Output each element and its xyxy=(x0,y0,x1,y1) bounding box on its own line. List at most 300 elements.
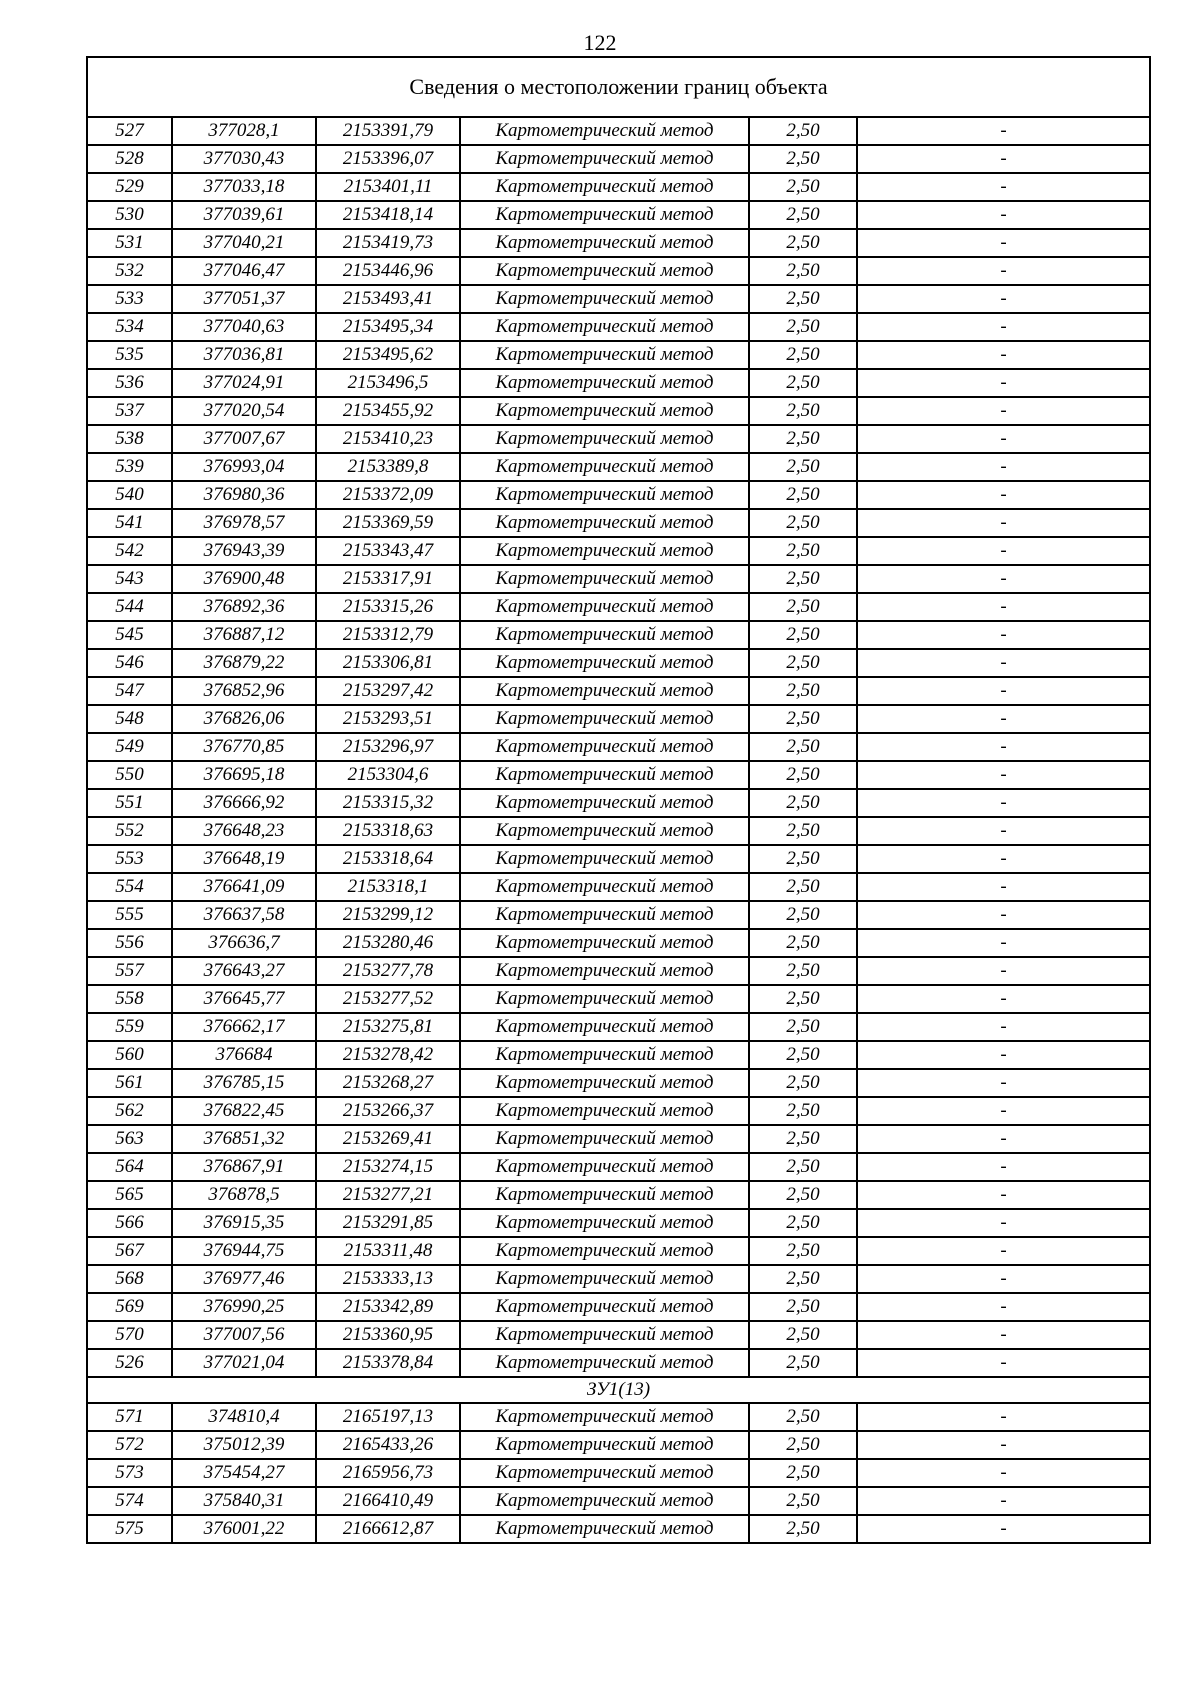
coord-x: 377036,81 xyxy=(172,341,316,369)
table-row xyxy=(87,1125,1150,1153)
point-number: 556 xyxy=(87,929,172,957)
coord-y: 2153312,79 xyxy=(316,621,460,649)
coord-y: 2153318,1 xyxy=(316,873,460,901)
description: - xyxy=(857,1181,1150,1209)
point-number: 555 xyxy=(87,901,172,929)
table-title-row xyxy=(87,57,1150,117)
accuracy: 2,50 xyxy=(749,509,857,537)
table-body xyxy=(87,57,1150,1543)
method: Картометрический метод xyxy=(460,481,749,509)
coord-x: 376887,12 xyxy=(172,621,316,649)
coord-x: 376892,36 xyxy=(172,593,316,621)
table-row xyxy=(87,369,1150,397)
coord-x: 376977,46 xyxy=(172,1265,316,1293)
point-number: 545 xyxy=(87,621,172,649)
coord-x: 376666,92 xyxy=(172,789,316,817)
accuracy: 2,50 xyxy=(749,1237,857,1265)
table-row xyxy=(87,313,1150,341)
coord-y: 2153268,27 xyxy=(316,1069,460,1097)
point-number: 571 xyxy=(87,1403,172,1431)
coord-y: 2153318,63 xyxy=(316,817,460,845)
accuracy: 2,50 xyxy=(749,565,857,593)
coord-x: 376637,58 xyxy=(172,901,316,929)
coord-x: 376822,45 xyxy=(172,1097,316,1125)
accuracy: 2,50 xyxy=(749,621,857,649)
table-row xyxy=(87,537,1150,565)
table-row xyxy=(87,873,1150,901)
description: - xyxy=(857,397,1150,425)
coord-x: 376852,96 xyxy=(172,677,316,705)
table-row xyxy=(87,1321,1150,1349)
method: Картометрический метод xyxy=(460,1349,749,1377)
accuracy: 2,50 xyxy=(749,705,857,733)
coord-y: 2153369,59 xyxy=(316,509,460,537)
coord-x: 376636,7 xyxy=(172,929,316,957)
table-title: Сведения о местоположении границ объекта xyxy=(87,57,1150,117)
point-number: 530 xyxy=(87,201,172,229)
description: - xyxy=(857,1321,1150,1349)
coord-x: 377021,04 xyxy=(172,1349,316,1377)
coord-x: 375012,39 xyxy=(172,1431,316,1459)
coord-x: 377039,61 xyxy=(172,201,316,229)
method: Картометрический метод xyxy=(460,1431,749,1459)
table-row xyxy=(87,1209,1150,1237)
table-row xyxy=(87,1431,1150,1459)
method: Картометрический метод xyxy=(460,733,749,761)
coord-y: 2166410,49 xyxy=(316,1487,460,1515)
description: - xyxy=(857,341,1150,369)
accuracy: 2,50 xyxy=(749,649,857,677)
description: - xyxy=(857,1265,1150,1293)
method: Картометрический метод xyxy=(460,1013,749,1041)
point-number: 563 xyxy=(87,1125,172,1153)
description: - xyxy=(857,117,1150,145)
coord-y: 2153419,73 xyxy=(316,229,460,257)
coord-y: 2153493,41 xyxy=(316,285,460,313)
point-number: 569 xyxy=(87,1293,172,1321)
method: Картометрический метод xyxy=(460,1069,749,1097)
coord-x: 376978,57 xyxy=(172,509,316,537)
method: Картометрический метод xyxy=(460,649,749,677)
coord-y: 2153299,12 xyxy=(316,901,460,929)
coord-x: 377040,21 xyxy=(172,229,316,257)
method: Картометрический метод xyxy=(460,1293,749,1321)
description: - xyxy=(857,481,1150,509)
point-number: 559 xyxy=(87,1013,172,1041)
method: Картометрический метод xyxy=(460,929,749,957)
method: Картометрический метод xyxy=(460,537,749,565)
accuracy: 2,50 xyxy=(749,957,857,985)
coord-x: 376662,17 xyxy=(172,1013,316,1041)
method: Картометрический метод xyxy=(460,705,749,733)
coord-y: 2153275,81 xyxy=(316,1013,460,1041)
description: - xyxy=(857,173,1150,201)
method: Картометрический метод xyxy=(460,257,749,285)
description: - xyxy=(857,649,1150,677)
table-row xyxy=(87,1181,1150,1209)
point-number: 541 xyxy=(87,509,172,537)
accuracy: 2,50 xyxy=(749,369,857,397)
description: - xyxy=(857,1487,1150,1515)
table-row xyxy=(87,341,1150,369)
point-number: 564 xyxy=(87,1153,172,1181)
method: Картометрический метод xyxy=(460,593,749,621)
accuracy: 2,50 xyxy=(749,733,857,761)
table-row xyxy=(87,1403,1150,1431)
point-number: 535 xyxy=(87,341,172,369)
description: - xyxy=(857,1097,1150,1125)
coord-x: 376001,22 xyxy=(172,1515,316,1543)
description: - xyxy=(857,453,1150,481)
point-number: 570 xyxy=(87,1321,172,1349)
coord-y: 2153495,62 xyxy=(316,341,460,369)
table-row xyxy=(87,733,1150,761)
description: - xyxy=(857,1237,1150,1265)
description: - xyxy=(857,677,1150,705)
coord-x: 376695,18 xyxy=(172,761,316,789)
description: - xyxy=(857,761,1150,789)
method: Картометрический метод xyxy=(460,341,749,369)
table-row xyxy=(87,929,1150,957)
coord-y: 2153360,95 xyxy=(316,1321,460,1349)
method: Картометрический метод xyxy=(460,1181,749,1209)
coord-y: 2153342,89 xyxy=(316,1293,460,1321)
table-row xyxy=(87,761,1150,789)
table-row xyxy=(87,705,1150,733)
method: Картометрический метод xyxy=(460,565,749,593)
point-number: 557 xyxy=(87,957,172,985)
accuracy: 2,50 xyxy=(749,201,857,229)
table-row xyxy=(87,1069,1150,1097)
accuracy: 2,50 xyxy=(749,929,857,957)
table-row xyxy=(87,509,1150,537)
method: Картометрический метод xyxy=(460,229,749,257)
coord-y: 2165956,73 xyxy=(316,1459,460,1487)
coord-y: 2153495,34 xyxy=(316,313,460,341)
coord-x: 376684 xyxy=(172,1041,316,1069)
coord-y: 2153274,15 xyxy=(316,1153,460,1181)
coord-y: 2153266,37 xyxy=(316,1097,460,1125)
description: - xyxy=(857,733,1150,761)
description: - xyxy=(857,1069,1150,1097)
coord-y: 2153304,6 xyxy=(316,761,460,789)
point-number: 546 xyxy=(87,649,172,677)
description: - xyxy=(857,229,1150,257)
accuracy: 2,50 xyxy=(749,873,857,901)
coord-y: 2165197,13 xyxy=(316,1403,460,1431)
coord-y: 2153291,85 xyxy=(316,1209,460,1237)
coord-y: 2153293,51 xyxy=(316,705,460,733)
coord-y: 2153277,78 xyxy=(316,957,460,985)
coord-x: 374810,4 xyxy=(172,1403,316,1431)
description: - xyxy=(857,1349,1150,1377)
coord-x: 377007,56 xyxy=(172,1321,316,1349)
table-row xyxy=(87,677,1150,705)
page-number: 122 xyxy=(583,30,617,55)
coord-x: 377024,91 xyxy=(172,369,316,397)
point-number: 554 xyxy=(87,873,172,901)
method: Картометрический метод xyxy=(460,901,749,929)
coord-y: 2153410,23 xyxy=(316,425,460,453)
table-row xyxy=(87,593,1150,621)
coord-y: 2153296,97 xyxy=(316,733,460,761)
point-number: 551 xyxy=(87,789,172,817)
coord-x: 377028,1 xyxy=(172,117,316,145)
coord-x: 376645,77 xyxy=(172,985,316,1013)
method: Картометрический метод xyxy=(460,957,749,985)
method: Картометрический метод xyxy=(460,397,749,425)
table-row xyxy=(87,985,1150,1013)
accuracy: 2,50 xyxy=(749,1487,857,1515)
method: Картометрический метод xyxy=(460,1459,749,1487)
method: Картометрический метод xyxy=(460,677,749,705)
point-number: 534 xyxy=(87,313,172,341)
table-row xyxy=(87,565,1150,593)
description: - xyxy=(857,369,1150,397)
coord-y: 2153315,26 xyxy=(316,593,460,621)
point-number: 538 xyxy=(87,425,172,453)
table-row xyxy=(87,425,1150,453)
accuracy: 2,50 xyxy=(749,1069,857,1097)
method: Картометрический метод xyxy=(460,1153,749,1181)
accuracy: 2,50 xyxy=(749,1515,857,1543)
method: Картометрический метод xyxy=(460,1041,749,1069)
accuracy: 2,50 xyxy=(749,145,857,173)
table-row xyxy=(87,481,1150,509)
coord-y: 2153372,09 xyxy=(316,481,460,509)
point-number: 565 xyxy=(87,1181,172,1209)
method: Картометрический метод xyxy=(460,1237,749,1265)
description: - xyxy=(857,145,1150,173)
coord-x: 376648,19 xyxy=(172,845,316,873)
method: Картометрический метод xyxy=(460,845,749,873)
description: - xyxy=(857,985,1150,1013)
coord-x: 376980,36 xyxy=(172,481,316,509)
accuracy: 2,50 xyxy=(749,285,857,313)
method: Картометрический метод xyxy=(460,761,749,789)
description: - xyxy=(857,1293,1150,1321)
point-number: 574 xyxy=(87,1487,172,1515)
coord-x: 377033,18 xyxy=(172,173,316,201)
coord-y: 2165433,26 xyxy=(316,1431,460,1459)
accuracy: 2,50 xyxy=(749,537,857,565)
point-number: 550 xyxy=(87,761,172,789)
point-number: 575 xyxy=(87,1515,172,1543)
coord-y: 2153378,84 xyxy=(316,1349,460,1377)
point-number: 552 xyxy=(87,817,172,845)
method: Картометрический метод xyxy=(460,621,749,649)
point-number: 558 xyxy=(87,985,172,1013)
point-number: 536 xyxy=(87,369,172,397)
method: Картометрический метод xyxy=(460,369,749,397)
table-row xyxy=(87,957,1150,985)
description: - xyxy=(857,425,1150,453)
point-number: 529 xyxy=(87,173,172,201)
point-number: 567 xyxy=(87,1237,172,1265)
coord-y: 2153311,48 xyxy=(316,1237,460,1265)
accuracy: 2,50 xyxy=(749,1431,857,1459)
accuracy: 2,50 xyxy=(749,1293,857,1321)
accuracy: 2,50 xyxy=(749,257,857,285)
accuracy: 2,50 xyxy=(749,1153,857,1181)
description: - xyxy=(857,1431,1150,1459)
point-number: 573 xyxy=(87,1459,172,1487)
coord-x: 377030,43 xyxy=(172,145,316,173)
coord-x: 376643,27 xyxy=(172,957,316,985)
table-row xyxy=(87,117,1150,145)
description: - xyxy=(857,257,1150,285)
table-row xyxy=(87,257,1150,285)
description: - xyxy=(857,285,1150,313)
description: - xyxy=(857,901,1150,929)
method: Картометрический метод xyxy=(460,1125,749,1153)
table-row xyxy=(87,817,1150,845)
description: - xyxy=(857,509,1150,537)
table-row xyxy=(87,145,1150,173)
coord-y: 2153278,42 xyxy=(316,1041,460,1069)
point-number: 528 xyxy=(87,145,172,173)
coord-y: 2153343,47 xyxy=(316,537,460,565)
table-row xyxy=(87,1515,1150,1543)
point-number: 548 xyxy=(87,705,172,733)
method: Картометрический метод xyxy=(460,985,749,1013)
coord-x: 377040,63 xyxy=(172,313,316,341)
accuracy: 2,50 xyxy=(749,1097,857,1125)
description: - xyxy=(857,845,1150,873)
table-row xyxy=(87,1349,1150,1377)
table-row xyxy=(87,397,1150,425)
accuracy: 2,50 xyxy=(749,1349,857,1377)
description: - xyxy=(857,201,1150,229)
coord-x: 377020,54 xyxy=(172,397,316,425)
coord-x: 376915,35 xyxy=(172,1209,316,1237)
description: - xyxy=(857,929,1150,957)
coord-y: 2153396,07 xyxy=(316,145,460,173)
method: Картометрический метод xyxy=(460,145,749,173)
method: Картометрический метод xyxy=(460,425,749,453)
coord-x: 376944,75 xyxy=(172,1237,316,1265)
point-number: 553 xyxy=(87,845,172,873)
accuracy: 2,50 xyxy=(749,229,857,257)
table-row xyxy=(87,1265,1150,1293)
method: Картометрический метод xyxy=(460,285,749,313)
accuracy: 2,50 xyxy=(749,397,857,425)
description: - xyxy=(857,705,1150,733)
point-number: 526 xyxy=(87,1349,172,1377)
coord-y: 2153317,91 xyxy=(316,565,460,593)
coord-x: 376867,91 xyxy=(172,1153,316,1181)
table-row xyxy=(87,845,1150,873)
table-row xyxy=(87,1293,1150,1321)
coord-y: 2153306,81 xyxy=(316,649,460,677)
accuracy: 2,50 xyxy=(749,313,857,341)
coord-y: 2153333,13 xyxy=(316,1265,460,1293)
point-number: 560 xyxy=(87,1041,172,1069)
point-number: 540 xyxy=(87,481,172,509)
coord-y: 2153389,8 xyxy=(316,453,460,481)
accuracy: 2,50 xyxy=(749,1321,857,1349)
coord-y: 2153391,79 xyxy=(316,117,460,145)
table-row xyxy=(87,1459,1150,1487)
coord-y: 2153277,21 xyxy=(316,1181,460,1209)
coord-y: 2153297,42 xyxy=(316,677,460,705)
method: Картометрический метод xyxy=(460,1209,749,1237)
description: - xyxy=(857,537,1150,565)
coord-y: 2153446,96 xyxy=(316,257,460,285)
coord-x: 376878,5 xyxy=(172,1181,316,1209)
coord-y: 2153269,41 xyxy=(316,1125,460,1153)
accuracy: 2,50 xyxy=(749,1265,857,1293)
table-row xyxy=(87,621,1150,649)
boundary-coordinates-table xyxy=(86,56,1151,1544)
accuracy: 2,50 xyxy=(749,901,857,929)
coord-y: 2166612,87 xyxy=(316,1515,460,1543)
method: Картометрический метод xyxy=(460,1515,749,1543)
description: - xyxy=(857,873,1150,901)
accuracy: 2,50 xyxy=(749,985,857,1013)
accuracy: 2,50 xyxy=(749,1459,857,1487)
point-number: 527 xyxy=(87,117,172,145)
table-row xyxy=(87,1013,1150,1041)
coord-y: 2153455,92 xyxy=(316,397,460,425)
coord-x: 376943,39 xyxy=(172,537,316,565)
description: - xyxy=(857,1013,1150,1041)
table-row xyxy=(87,201,1150,229)
method: Картометрический метод xyxy=(460,873,749,901)
accuracy: 2,50 xyxy=(749,1041,857,1069)
description: - xyxy=(857,1515,1150,1543)
accuracy: 2,50 xyxy=(749,1181,857,1209)
description: - xyxy=(857,1209,1150,1237)
table-row xyxy=(87,789,1150,817)
accuracy: 2,50 xyxy=(749,761,857,789)
coord-x: 376826,06 xyxy=(172,705,316,733)
table-row xyxy=(87,901,1150,929)
point-number: 539 xyxy=(87,453,172,481)
description: - xyxy=(857,789,1150,817)
coord-x: 376900,48 xyxy=(172,565,316,593)
method: Картометрический метод xyxy=(460,173,749,201)
table-row xyxy=(87,285,1150,313)
method: Картометрический метод xyxy=(460,509,749,537)
table-row xyxy=(87,1237,1150,1265)
method: Картометрический метод xyxy=(460,817,749,845)
section-label: ЗУ1(13) xyxy=(87,1377,1150,1403)
coord-x: 376785,15 xyxy=(172,1069,316,1097)
point-number: 562 xyxy=(87,1097,172,1125)
point-number: 568 xyxy=(87,1265,172,1293)
coord-y: 2153280,46 xyxy=(316,929,460,957)
description: - xyxy=(857,1041,1150,1069)
point-number: 543 xyxy=(87,565,172,593)
coord-x: 376993,04 xyxy=(172,453,316,481)
table-row xyxy=(87,173,1150,201)
coord-x: 376641,09 xyxy=(172,873,316,901)
description: - xyxy=(857,621,1150,649)
description: - xyxy=(857,1125,1150,1153)
coord-y: 2153418,14 xyxy=(316,201,460,229)
point-number: 547 xyxy=(87,677,172,705)
coord-x: 376770,85 xyxy=(172,733,316,761)
point-number: 566 xyxy=(87,1209,172,1237)
table-row xyxy=(87,649,1150,677)
method: Картометрический метод xyxy=(460,1487,749,1515)
point-number: 531 xyxy=(87,229,172,257)
description: - xyxy=(857,817,1150,845)
method: Картометрический метод xyxy=(460,789,749,817)
description: - xyxy=(857,565,1150,593)
description: - xyxy=(857,1459,1150,1487)
